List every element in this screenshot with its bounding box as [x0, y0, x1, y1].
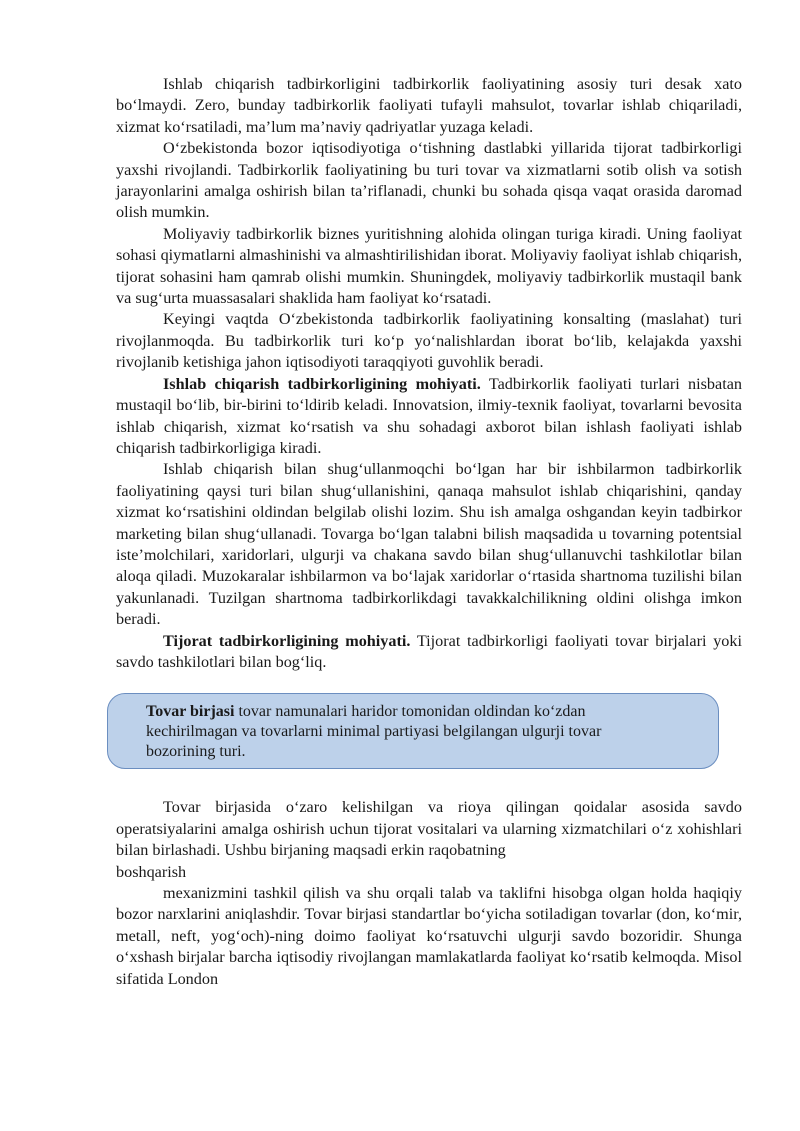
paragraph-text: Oʻzbekistonda bozor iqtisodiyotiga oʻtishning dastlabki yillarida tijorat tadbirkorligi yaxshi rivojlandi. Tadbirkorlik faoliyatining bu turi tovar va xizmatlarni sotib olish va sotish jarayonlarini amalga oshirish bilan taʼriflanadi, chunki bu sohada qisqa vaqat orasida daromad olish mumkin.: [116, 139, 742, 222]
paragraph-text: Tadbirkorlik faoliyati turlari nisbatan mustaqil boʻlib, bir-birini toʻldirib keladi. Innovatsion, ilmiy-texnik faoliyat, tovarlarni bevosita ishlab chiqarish, xizmat koʻrsatish va shu sohadagi axborot bilan ishlash faoliyati ishlab chiqarish tadbirkorligiga kiradi.: [116, 374, 742, 457]
paragraph-exchange-mechanism: [116, 883, 742, 990]
paragraph-production-essence: [116, 374, 742, 460]
section-heading-production: Ishlab chiqarish tadbirkorligining mohiyati.: [163, 374, 481, 393]
paragraph-text: Ishlab chiqarish tadbirkorligini tadbirkorlik faoliyatining asosiy turi desak xato boʻlmaydi. Zero, bunday tadbirkorlik faoliyati tufayli mahsulot, tovarlar ishlab chiqariladi, xizmat koʻrsatiladi, maʼlum maʼnaviy qadriyatlar yuzaga keladi.: [116, 75, 742, 136]
paragraph-text: Keyingi vaqtda Oʻzbekistonda tadbirkorlik faoliyatining konsalting (maslahat) turi rivojlanmoqda. Bu tadbirkorlik turi koʻp yoʻnalishlardan iborat boʻlib, kelajakda yaxshi rivojlanib ketishiga jahon iqtisodiyoti taraqqiyoti guvohlik beradi.: [116, 310, 742, 372]
definition-callout-box: [107, 693, 719, 769]
paragraph-text: Ishlab chiqarish bilan shugʻullanmoqchi boʻlgan har bir ishbilarmon tadbirkorlik faoliyatining qaysi turi bilan shugʻullanishini, qanaqa mahsulot ishlab chiqarishini, qanday xizmat koʻrsatishini oldindan belgilab olishi lozim. Shu ish amalga oshgandan keyin tadbirkor marketing bilan shugʻullanadi. Tovarga boʻlgan talabni bilish maqsadida u tovarning potentsial isteʼmolchilari, xaridorlari, ulgurji va chakana savdo bilan shugʻullanuvchi tashkilotlar bilan aloqa qiladi. Muzokaralar ishbilarmon va boʻlajak xaridorlar oʻrtasida shartnoma tuzilishi bilan yakunlanadi. Tuzilgan shartnoma tadbirkorlikdagi tavakkalchilikning oldini olishga imkon beradi.: [116, 460, 742, 629]
section-heading-trade: Tijorat tadbirkorligining mohiyati.: [163, 631, 411, 650]
paragraph-consulting: [116, 309, 742, 373]
paragraph-marketing: [116, 459, 742, 630]
paragraphs-after-callout: [116, 797, 742, 990]
paragraph-trade-uzbekistan: [116, 138, 742, 224]
callout-term: Tovar birjasi: [146, 703, 235, 721]
paragraph-text: boshqarish: [116, 862, 187, 881]
paragraph-financial: [116, 224, 742, 310]
paragraph-fragment-line: [116, 862, 742, 883]
paragraph-trade-essence: [116, 631, 742, 674]
paragraph-text: Tijorat tadbirkorligi faoliyati tovar birjalari yoki savdo tashkilotlari bilan bogʻliq.: [116, 631, 742, 671]
paragraph-text: Tovar birjasida oʻzaro kelishilgan va rioya qilingan qoidalar asosida savdo operatsiyalarini amalga oshirish uchun tijorat vositalari va ularning xizmatchilari oʻz xohishlari bilan birlashadi. Ushbu birjaning maqsadi erkin raqobatning: [116, 798, 742, 860]
paragraph-text: Moliyaviy tadbirkorlik biznes yuritishning alohida olingan turiga kiradi. Uning faoliyat sohasi qiymatlarni almashinishi va almashtirilishidan iborat. Moliyaviy faoliyat ishlab chiqarish, tijorat sohasini ham qamrab olishi mumkin. Shuningdek, moliyaviy tadbirkorlik mustaqil bank va sugʻurta muassasalari shaklida ham faoliyat koʻrsatadi.: [116, 224, 742, 308]
paragraph-production-intro: [116, 74, 742, 138]
paragraph-text: mexanizmini tashkil qilish va shu orqali talab va taklifni hisobga olgan holda haqiqiy bozor narxlarini aniqlashdir. Tovar birjasi standartlar boʻyicha sotiladigan tovarlar (don, koʻmir, metall, neft, yogʻoch)-ning doimo faoliyat koʻrsatuvchi ulgurji savdo bozoridir. Shunga oʻxshash birjalar barcha iqtisodiy rivojlangan mamlakatlarda faoliyat koʻrsatib kelmoqda. Misol sifatida London: [116, 884, 742, 988]
callout-definition: tovar namunalari haridor tomonidan oldindan koʻzdan kechirilmagan va tovarlarni minimal partiyasi belgilangan ulgurji tovar bozorining turi.: [146, 703, 602, 761]
paragraph-commodity-exchange: [116, 797, 742, 861]
document-page: [116, 74, 742, 990]
